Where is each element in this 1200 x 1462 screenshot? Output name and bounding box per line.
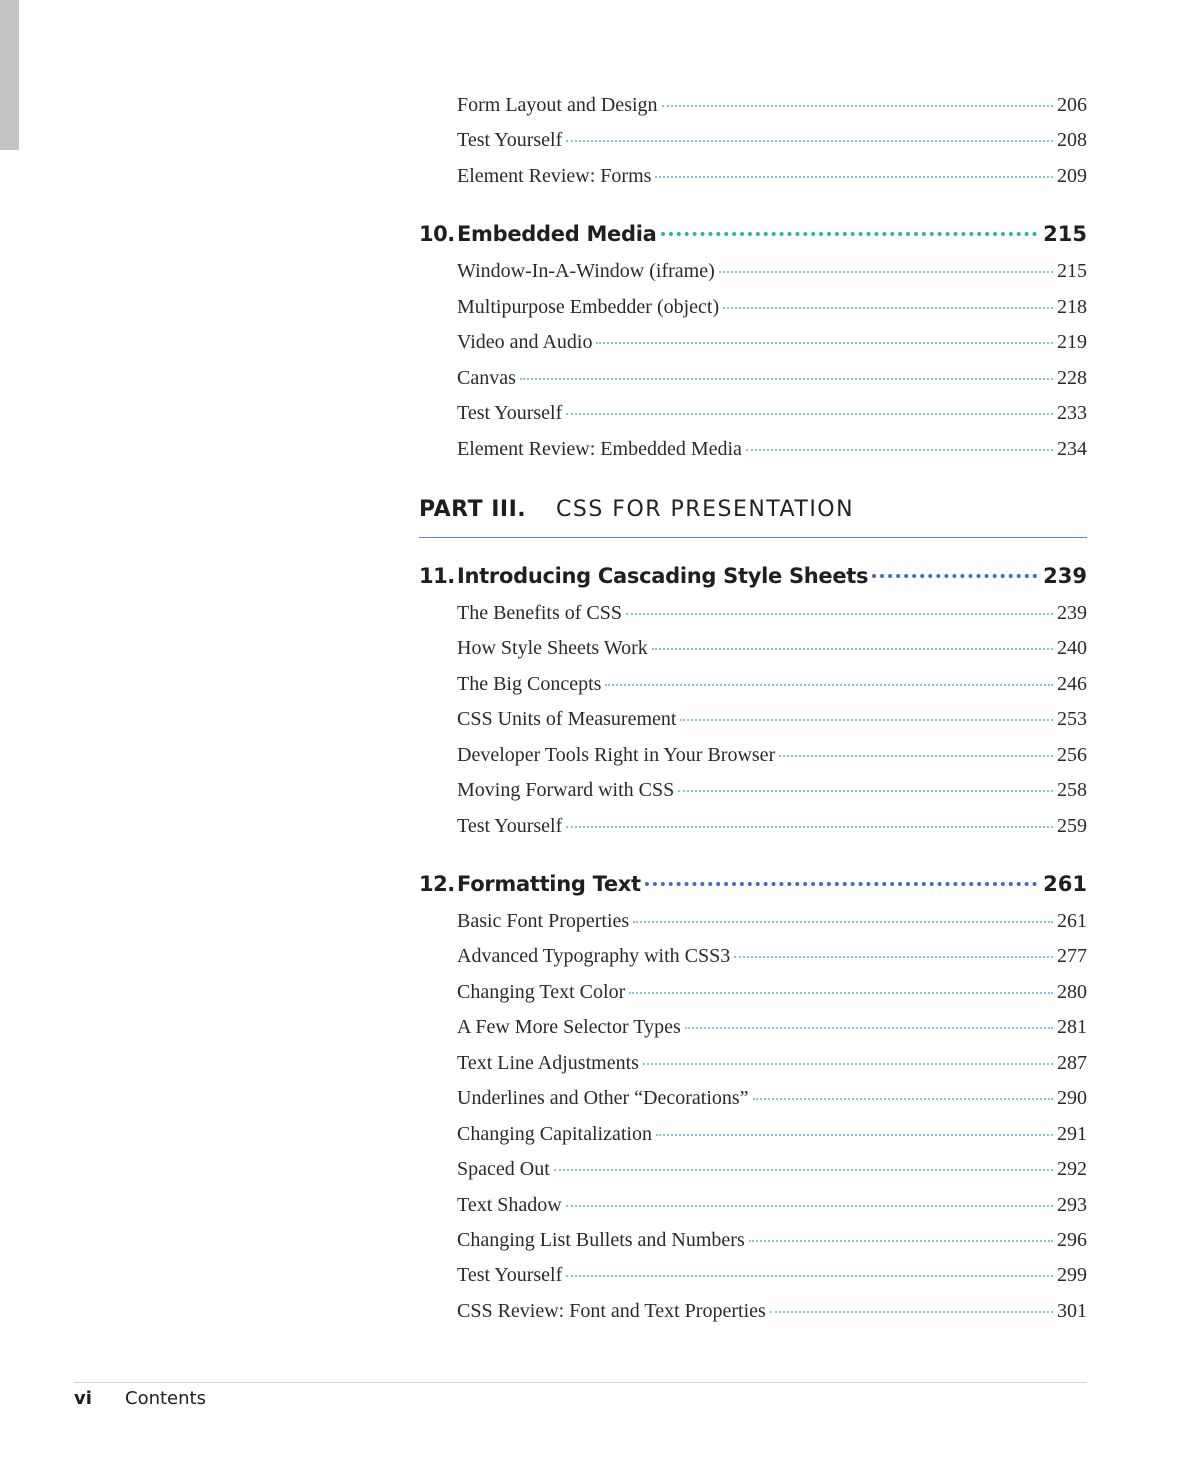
toc-entry[interactable] <box>419 910 1087 945</box>
entry-title: Test Yourself <box>457 1264 563 1287</box>
dot-leader <box>652 648 1053 650</box>
dot-leader <box>746 449 1053 451</box>
dot-leader <box>678 790 1053 792</box>
part-heading <box>419 497 1087 538</box>
dot-leader <box>662 105 1053 107</box>
dot-leader <box>749 1240 1053 1242</box>
chapter-number: 11. <box>419 563 455 588</box>
entry-page: 209 <box>1057 164 1087 187</box>
entry-title: How Style Sheets Work <box>457 637 648 660</box>
chapter-10-entries <box>419 260 1087 473</box>
toc-entry[interactable] <box>419 296 1087 331</box>
entry-title: Underlines and Other “Decorations” <box>457 1087 749 1110</box>
dot-leader <box>520 378 1053 380</box>
dot-leader <box>566 140 1053 142</box>
entry-page: 291 <box>1057 1122 1087 1145</box>
entry-title: Test Yourself <box>457 129 563 152</box>
entry-page: 281 <box>1057 1016 1087 1039</box>
page-edge-tab <box>0 0 19 150</box>
entry-title: Developer Tools Right in Your Browser <box>457 743 776 766</box>
entry-title: Changing List Bullets and Numbers <box>457 1228 745 1251</box>
toc-entry[interactable] <box>419 1052 1087 1087</box>
chapter-page: 239 <box>1043 563 1087 588</box>
entry-title: Canvas <box>457 366 516 389</box>
table-of-contents <box>419 94 1087 1335</box>
toc-entry[interactable] <box>419 402 1087 437</box>
entry-title: Element Review: Embedded Media <box>457 437 742 460</box>
toc-entry[interactable] <box>419 438 1087 473</box>
part-title: CSS FOR PRESENTATION <box>556 496 855 522</box>
entry-title: The Benefits of CSS <box>457 601 622 624</box>
entry-title: CSS Units of Measurement <box>457 708 677 731</box>
entry-page: 228 <box>1057 366 1087 389</box>
toc-entry[interactable] <box>419 1229 1087 1264</box>
chapter-11-entries <box>419 602 1087 850</box>
entry-page: 292 <box>1057 1158 1087 1181</box>
entry-page: 277 <box>1057 945 1087 968</box>
entry-title: Window-In-A-Window (iframe) <box>457 260 715 283</box>
dot-leader <box>566 1205 1053 1207</box>
chapter-title: Embedded Media <box>457 222 657 247</box>
entry-page: 253 <box>1057 708 1087 731</box>
toc-entry[interactable] <box>419 779 1087 814</box>
toc-entry[interactable] <box>419 981 1087 1016</box>
dot-leader <box>643 1063 1053 1065</box>
entry-page: 256 <box>1057 743 1087 766</box>
entry-title: A Few More Selector Types <box>457 1016 681 1039</box>
dot-leader <box>633 921 1053 923</box>
dot-leader <box>626 613 1053 615</box>
entry-title: Test Yourself <box>457 814 563 837</box>
toc-entry[interactable] <box>419 673 1087 708</box>
page-folio: vi <box>74 1388 92 1409</box>
dot-leader <box>723 307 1053 309</box>
dot-leader <box>734 956 1053 958</box>
entry-page: 239 <box>1057 601 1087 624</box>
toc-entry[interactable] <box>419 331 1087 366</box>
toc-entry[interactable] <box>419 1300 1087 1335</box>
dot-leader <box>554 1169 1053 1171</box>
page-footer <box>74 1388 206 1409</box>
running-footer-label: Contents <box>125 1388 206 1409</box>
entry-page: 287 <box>1057 1051 1087 1074</box>
toc-entry[interactable] <box>419 260 1087 295</box>
top-entries <box>419 94 1087 200</box>
dot-leader <box>596 342 1053 344</box>
entry-title: Video and Audio <box>457 331 593 354</box>
entry-title: The Big Concepts <box>457 672 602 695</box>
chapter-number: 10. <box>419 222 455 247</box>
dot-leader <box>779 755 1053 757</box>
entry-page: 219 <box>1057 331 1087 354</box>
entry-page: 290 <box>1057 1087 1087 1110</box>
part-label: PART III. <box>419 496 527 522</box>
dot-leader <box>656 1134 1053 1136</box>
entry-page: 233 <box>1057 402 1087 425</box>
toc-entry[interactable] <box>419 708 1087 743</box>
entry-page: 240 <box>1057 637 1087 660</box>
entry-page: 301 <box>1057 1299 1087 1322</box>
toc-entry[interactable] <box>419 602 1087 637</box>
entry-title: Text Shadow <box>457 1193 562 1216</box>
entry-title: Changing Text Color <box>457 980 626 1003</box>
entry-title: Text Line Adjustments <box>457 1051 639 1074</box>
entry-page: 293 <box>1057 1193 1087 1216</box>
chapter-title: Introducing Cascading Style Sheets <box>457 563 869 588</box>
entry-page: 206 <box>1057 94 1087 116</box>
toc-entry[interactable] <box>419 945 1087 980</box>
chapter-12-heading[interactable] <box>419 872 1087 910</box>
toc-entry[interactable] <box>419 129 1087 164</box>
entry-title: Test Yourself <box>457 402 563 425</box>
entry-page: 280 <box>1057 980 1087 1003</box>
dot-leader <box>872 574 1037 578</box>
entry-title: Advanced Typography with CSS3 <box>457 945 731 968</box>
toc-entry[interactable] <box>419 94 1087 129</box>
entry-title: Element Review: Forms <box>457 164 652 187</box>
dot-leader <box>770 1311 1053 1313</box>
chapter-page: 261 <box>1043 872 1087 896</box>
entry-title: Form Layout and Design <box>457 94 658 116</box>
chapter-page: 215 <box>1043 222 1087 247</box>
chapter-number: 12. <box>419 872 455 896</box>
entry-page: 259 <box>1057 814 1087 837</box>
dot-leader <box>605 684 1053 686</box>
toc-entry[interactable] <box>419 1194 1087 1229</box>
dot-leader <box>566 1275 1053 1277</box>
entry-title: Moving Forward with CSS <box>457 779 675 802</box>
dot-leader <box>629 992 1053 994</box>
dot-leader <box>719 271 1053 273</box>
chapter-12-entries <box>419 910 1087 1335</box>
dot-leader <box>680 719 1053 721</box>
toc-entry[interactable] <box>419 1264 1087 1299</box>
toc-entry[interactable] <box>419 1087 1087 1122</box>
entry-title: Multipurpose Embedder (object) <box>457 295 720 318</box>
entry-page: 258 <box>1057 779 1087 802</box>
dot-leader <box>655 176 1053 178</box>
toc-entry[interactable] <box>419 1123 1087 1158</box>
entry-page: 296 <box>1057 1228 1087 1251</box>
toc-entry[interactable] <box>419 1016 1087 1051</box>
entry-page: 208 <box>1057 129 1087 152</box>
toc-entry[interactable] <box>419 815 1087 850</box>
entry-page: 234 <box>1057 437 1087 460</box>
chapter-11-heading[interactable] <box>419 564 1087 602</box>
entry-page: 215 <box>1057 260 1087 283</box>
entry-page: 246 <box>1057 672 1087 695</box>
dot-leader <box>685 1027 1053 1029</box>
entry-title: CSS Review: Font and Text Properties <box>457 1299 766 1322</box>
entry-title: Changing Capitalization <box>457 1122 652 1145</box>
toc-entry[interactable] <box>419 367 1087 402</box>
footer-divider <box>74 1382 1087 1383</box>
chapter-10-heading[interactable] <box>419 222 1087 260</box>
chapter-title: Formatting Text <box>457 872 641 896</box>
entry-title: Basic Font Properties <box>457 910 630 932</box>
entry-title: Spaced Out <box>457 1158 550 1181</box>
entry-page: 218 <box>1057 295 1087 318</box>
toc-entry[interactable] <box>419 637 1087 672</box>
entry-page: 261 <box>1057 910 1087 932</box>
toc-entry[interactable] <box>419 1158 1087 1193</box>
dot-leader <box>753 1098 1053 1100</box>
dot-leader <box>566 826 1053 828</box>
toc-entry[interactable] <box>419 165 1087 200</box>
dot-leader <box>645 882 1037 886</box>
dot-leader <box>661 232 1038 236</box>
toc-entry[interactable] <box>419 744 1087 779</box>
entry-page: 299 <box>1057 1264 1087 1287</box>
dot-leader <box>566 413 1053 415</box>
